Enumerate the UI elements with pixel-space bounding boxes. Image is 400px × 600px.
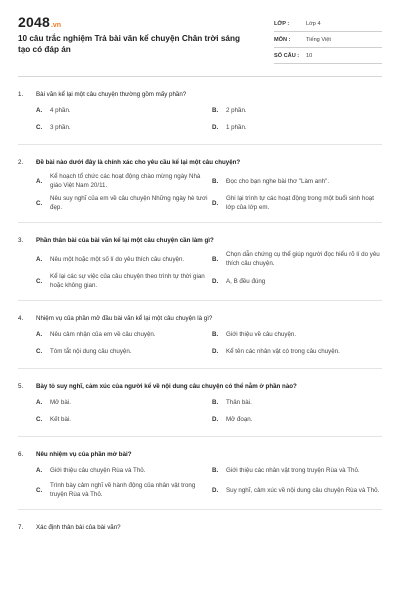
meta-row-class — [274, 16, 382, 32]
answer-letter: B. — [212, 255, 219, 263]
answer-option[interactable] — [212, 328, 384, 341]
question-item — [18, 383, 382, 437]
answer-text: Suy nghĩ, cảm xúc về nội dung câu chuyện Rùa và Thỏ. — [226, 486, 380, 494]
answer-text: Chọn dẫn chứng cụ thể giúp người đọc hiểu rõ lí do yêu thích câu chuyện. — [226, 251, 380, 267]
question-number: 6. — [18, 451, 24, 458]
answer-options — [36, 464, 382, 499]
answer-letter: C. — [36, 277, 43, 285]
answer-letter: C. — [36, 416, 43, 423]
answer-letter: A. — [36, 177, 43, 185]
meta-row-count — [274, 48, 382, 64]
answer-option[interactable] — [36, 396, 208, 409]
answer-text: 1 phần. — [226, 124, 247, 131]
answer-letter: B. — [212, 331, 219, 338]
logo-domain-text: .vn — [50, 22, 62, 29]
meta-value: Tiếng Việt — [306, 36, 331, 43]
question-text: Phần thân bài của bài văn kể lại một câu chuyện cần làm gì? — [36, 237, 214, 244]
answer-letter: D. — [212, 416, 219, 423]
answer-text: Mở bài. — [50, 399, 71, 406]
question-divider — [18, 144, 382, 145]
question-text: Xác định thân bài của bài văn? — [36, 524, 121, 531]
answer-options — [36, 396, 382, 426]
question-item — [18, 237, 382, 301]
answer-option[interactable] — [212, 345, 384, 358]
answer-text: Giới thiệu câu chuyện Rùa và Thỏ. — [50, 467, 146, 474]
answer-text: Trình bày cảm nghĩ về hành động của nhân vật trong truyện Rùa và Thỏ. — [50, 482, 196, 498]
answer-option[interactable] — [212, 250, 384, 268]
question-number: 2. — [18, 159, 24, 166]
question-header — [18, 315, 382, 322]
answer-option[interactable] — [212, 104, 384, 117]
question-text: Bày tỏ suy nghĩ, cảm xúc của người kể về nội dung câu chuyện có thể nằm ở phần nào? — [36, 383, 297, 390]
logo-main-text: 2048 — [18, 14, 50, 30]
answer-option[interactable] — [212, 172, 384, 190]
answer-option[interactable] — [36, 194, 208, 212]
question-divider — [18, 300, 382, 301]
question-text: Bài văn kể lại một câu chuyện thường gồm mấy phần? — [36, 91, 187, 98]
answer-option[interactable] — [36, 121, 208, 134]
question-text: Đề bài nào dưới đây là chính xác cho yêu cầu kể lại một câu chuyện? — [36, 159, 241, 166]
header — [18, 14, 382, 64]
answer-text: Giới thiệu về câu chuyện. — [226, 331, 297, 338]
answer-letter: A. — [36, 399, 43, 406]
answer-option[interactable] — [36, 328, 208, 341]
answer-option[interactable] — [36, 345, 208, 358]
answer-options — [36, 250, 382, 290]
answer-letter: D. — [212, 124, 219, 131]
answer-letter: B. — [212, 399, 219, 406]
answer-option[interactable] — [36, 481, 208, 499]
answer-letter: A. — [36, 331, 43, 338]
answer-option[interactable] — [36, 464, 208, 477]
question-item — [18, 524, 382, 531]
answer-text: 2 phần. — [226, 107, 247, 114]
answer-letter: A. — [36, 255, 43, 263]
question-divider — [18, 222, 382, 223]
meta-value: Lớp 4 — [306, 20, 321, 27]
answer-text: Nêu một hoặc một số lí do yêu thích câu chuyện. — [50, 255, 185, 263]
answer-option[interactable] — [36, 104, 208, 117]
question-item — [18, 159, 382, 223]
question-header — [18, 451, 382, 458]
question-header — [18, 159, 382, 166]
answer-text: Ghi lại trình tự các hoạt động trong một buổi sinh hoạt lớp của lớp em. — [226, 195, 374, 211]
answer-options — [36, 172, 382, 212]
question-header — [18, 91, 382, 98]
answer-letter: D. — [212, 277, 219, 285]
answer-text: Mở đoạn. — [226, 416, 253, 423]
question-item — [18, 451, 382, 510]
answer-letter: D. — [212, 486, 219, 494]
answer-option[interactable] — [212, 272, 384, 290]
answer-text: Kết bài. — [50, 416, 71, 423]
question-number: 4. — [18, 315, 24, 322]
answer-text: Kể lại các sự việc của câu chuyện theo trình tự thời gian hoặc không gian. — [50, 273, 205, 289]
answer-letter: B. — [212, 107, 219, 114]
answer-letter: B. — [212, 177, 219, 185]
answer-letter: C. — [36, 199, 43, 207]
answer-option[interactable] — [212, 396, 384, 409]
answer-option[interactable] — [212, 464, 384, 477]
answer-options — [36, 328, 382, 358]
meta-value: 10 — [306, 52, 313, 59]
question-header — [18, 524, 382, 531]
question-header — [18, 237, 382, 244]
question-divider — [18, 436, 382, 437]
answer-letter: D. — [212, 199, 219, 207]
question-list — [18, 91, 382, 531]
answer-option[interactable] — [36, 172, 208, 190]
answer-option[interactable] — [212, 413, 384, 426]
question-number: 1. — [18, 91, 24, 98]
meta-label: MÔN : — [274, 36, 291, 43]
question-text: Nhiệm vụ của phần mở đầu bài văn kể lại một câu chuyện là gì? — [36, 315, 213, 322]
brand-block — [18, 14, 248, 64]
question-item — [18, 91, 382, 145]
answer-letter: B. — [212, 467, 219, 474]
answer-letter: A. — [36, 107, 43, 114]
answer-options — [36, 104, 382, 134]
question-text: Nêu nhiệm vụ của phần mở bài? — [36, 451, 132, 458]
answer-letter: C. — [36, 486, 43, 494]
answer-text: Giới thiệu các nhân vật trong truyện Rùa và Thỏ. — [226, 467, 360, 474]
answer-option[interactable] — [36, 250, 208, 268]
meta-row-subject — [274, 32, 382, 48]
question-header — [18, 383, 382, 390]
answer-option[interactable] — [212, 194, 384, 212]
question-divider — [18, 509, 382, 510]
site-logo[interactable] — [18, 14, 248, 30]
answer-text: Đọc cho bạn nghe bài thơ "Làm anh". — [226, 177, 330, 185]
header-divider — [18, 76, 382, 77]
answer-text: 4 phần. — [50, 107, 71, 114]
answer-letter: C. — [36, 124, 43, 131]
answer-letter: C. — [36, 348, 43, 355]
answer-text: Nêu suy nghĩ của em về câu chuyện Những ngày hè tươi đẹp. — [50, 195, 208, 211]
answer-text: Tóm tắt nội dung câu chuyện. — [50, 348, 132, 355]
answer-text: Thân bài. — [226, 399, 252, 406]
answer-option[interactable] — [36, 272, 208, 290]
answer-option[interactable] — [36, 413, 208, 426]
answer-option[interactable] — [212, 481, 384, 499]
document-title: 10 câu trắc nghiệm Trả bài văn kể chuyện Chân trời sáng tạo có đáp án — [18, 34, 240, 54]
question-item — [18, 315, 382, 369]
question-number: 3. — [18, 237, 24, 244]
answer-text: 3 phần. — [50, 124, 71, 131]
answer-letter: A. — [36, 467, 43, 474]
question-number: 5. — [18, 383, 24, 390]
answer-text: Nêu cảm nhận của em về câu chuyện. — [50, 331, 156, 338]
question-number: 7. — [18, 524, 24, 531]
question-divider — [18, 368, 382, 369]
answer-option[interactable] — [212, 121, 384, 134]
answer-text: Kể hoạch tổ chức các hoạt động chào mừng ngày Nhà giáo Việt Nam 20/11. — [50, 173, 201, 189]
meta-table — [274, 16, 382, 64]
meta-label: LỚP : — [274, 20, 290, 27]
answer-letter: D. — [212, 348, 219, 355]
meta-label: SỐ CÂU : — [274, 52, 300, 59]
answer-text: Kể tên các nhân vật có trong câu chuyện. — [226, 348, 340, 355]
answer-text: A, B đều đúng — [226, 277, 266, 285]
